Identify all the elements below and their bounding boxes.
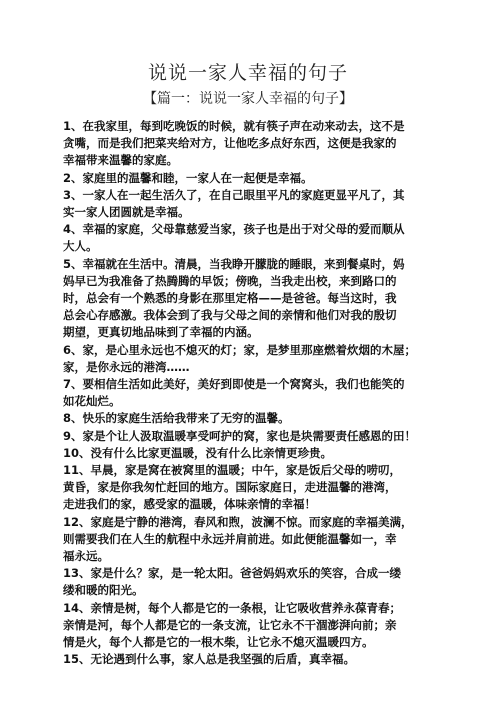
paragraph-6: 6、家，是心里永远也不熄灭的灯；家，是梦里那座燃着炊烟的木屋； 家，是你永远的港湾…… bbox=[63, 342, 416, 374]
paragraph-3: 3、一家人在一起生活久了，在自己眼里平凡的家庭更显平凡了，其 实一家人团圆就是幸福。 bbox=[63, 187, 405, 220]
paragraph-12: 12、家庭是宁静的港湾，春风和煦，波澜不惊。而家庭的幸福美满， 则需要我们在人生的航程中永远并肩前进。如此便能温馨如一，幸 福永远。 bbox=[63, 514, 413, 564]
paragraph-7: 7、要相信生活如此美好，美好到即使是一个窝窝头，我们也能笑的 如花灿烂。 bbox=[63, 377, 405, 409]
paragraph-10: 10、没有什么比家更温暖，没有什么比亲情更珍贵。 bbox=[63, 445, 333, 460]
paragraph-4: 4、幸福的家庭，父母靠慈爱当家，孩子也是出于对父母的爱而顺从 大人。 bbox=[63, 222, 405, 254]
paragraph-2: 2、家庭里的温馨和睦，一家人在一起便是幸福。 bbox=[63, 170, 313, 185]
paragraph-8: 8、快乐的家庭生活给我带来了无穷的温馨。 bbox=[63, 411, 290, 426]
paragraph-5: 5、幸福就在生活中。清晨，当我睁开朦胧的睡眼，来到餐桌时，妈 妈早已为我准备了热腾腾的早饭；傍晚，当我走出校，来到路口的 时，总会有一个熟悉的身影在那里定格——是爸爸。每当这时，我 总会心存感激。我体会到了我与父母之间的亲情和他们对我的殷切 期望，更真切地品味到了幸福的内涵。 bbox=[63, 256, 405, 340]
paragraph-1: 1、在我家里，每到吃晚饭的时候，就有筷子声在动来动去，这不是 贪嘴，而是我们把菜夹给对方，让他吃多点好东西，这便是我家的 幸福带来温馨的家庭。 bbox=[63, 119, 405, 168]
paragraph-9: 9、家是个让人汲取温暖享受呵护的窝，家也是块需要责任感恩的田！ bbox=[63, 428, 416, 443]
paragraph-14: 14、亲情是树，每个人都是它的一条根，让它吸收营养永葆青春； 亲情是河，每个人都是它的一条支流，让它永不干涸澎湃向前；亲 情是火，每个人都是它的一根木柴，让它永不熄灭温暖四方。 bbox=[63, 600, 401, 650]
document-body bbox=[63, 118, 443, 669]
paragraph-11: 11、早晨，家是窝在被窝里的温暖；中午，家是饭后父母的唠叨， 黄昏，家是你我匆忙赶回的地方。国际家庭日，走进温馨的港湾， 走进我们的家，感受家的温暖，体味亲情的幸福！ bbox=[63, 463, 401, 512]
section-heading: 【篇一：说说一家人幸福的句子】 bbox=[143, 91, 353, 107]
paragraph-15: 15、无论遇到什么事，家人总是我坚强的后盾，真幸福。 bbox=[63, 652, 356, 667]
page-title: 说说一家人幸福的句子 bbox=[147, 62, 348, 84]
paragraph-13: 13、家是什么？家，是一轮太阳。爸爸妈妈欢乐的笑容，合成一缕 缕和暖的阳光。 bbox=[63, 566, 401, 598]
